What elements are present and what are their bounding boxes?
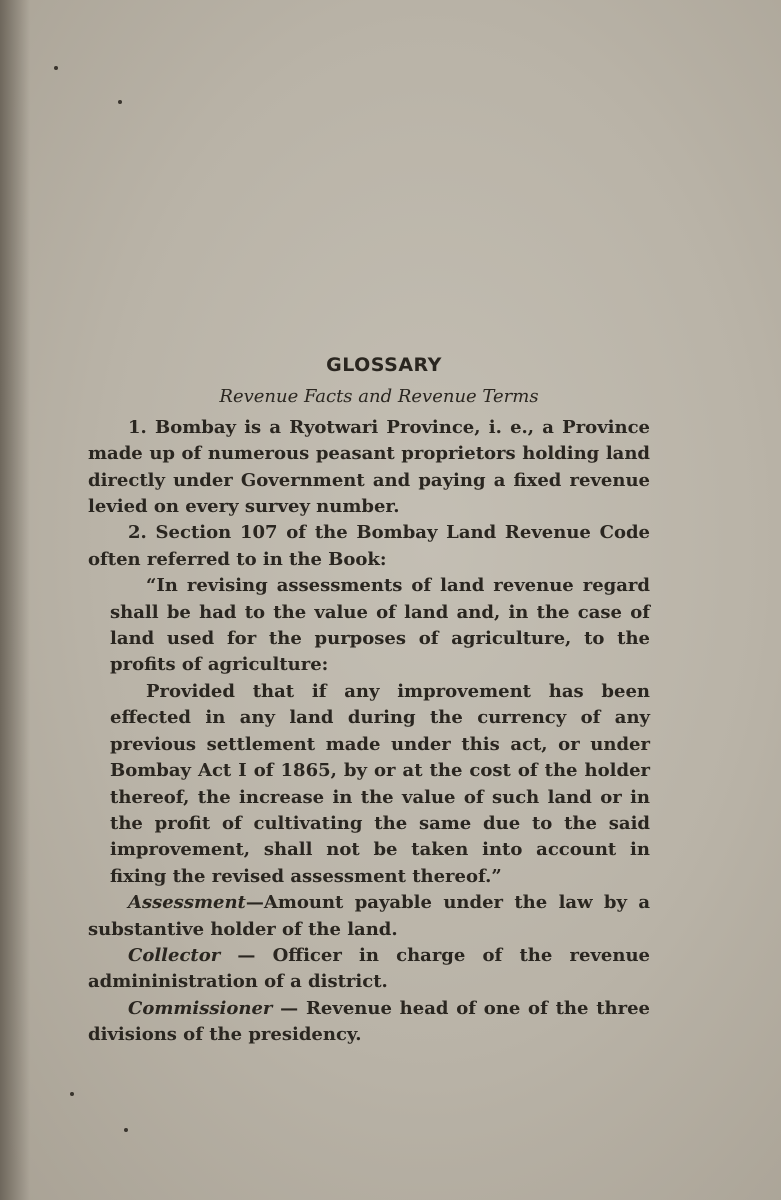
page-subtitle: Revenue Facts and Revenue Terms — [219, 386, 539, 408]
page-edge-shadow — [0, 0, 30, 1200]
term-definition: —Amount payable under the law by a substantive holder of the land. — [88, 892, 650, 940]
quote-paragraph-1: “In revising assessments of land revenue regard shall be had to the value of land and, in the case of land used for the purposes of agriculture, to the profits of agriculture: — [110, 575, 650, 676]
term-definition: — Revenue head of one of the three divisions of the presidency. — [88, 997, 650, 1046]
term-definition: — Officer in charge of the revenue admininistration of a district. — [88, 944, 650, 993]
glossary-term-assessment — [88, 890, 650, 943]
ink-speck — [54, 66, 58, 70]
page-title: GLOSSARY — [326, 354, 442, 376]
glossary-term-collector — [88, 943, 650, 996]
quote-paragraph-2: Provided that if any improvement has been effected in any land during the currency of any previous settlement made under this act, or under Bombay Act I of 1865, by or at the cost of the holder thereof, the increase in the value of such land or in the profit of cultivating the same due to the said improvement, shall not be taken into account in fixing the revised assessment thereof.” — [110, 680, 650, 887]
term-label: Commissioner — [128, 997, 273, 1019]
glossary-item-2: 2. Section 107 of the Bombay Land Revenue Code often referred to in the Book: — [88, 522, 650, 570]
ink-speck — [124, 1128, 128, 1132]
glossary-term-commissioner — [88, 996, 650, 1049]
section-107-quote — [88, 573, 650, 890]
ink-speck — [118, 100, 122, 104]
glossary-text — [88, 352, 650, 1049]
term-label: Collector — [128, 944, 221, 966]
glossary-item-1: 1. Bombay is a Ryotwari Province, i. e., a Province made up of numerous peasant proprietors holding land directly under Government and paying a fixed revenue levied on every survey number. — [88, 416, 650, 518]
term-label: Assessment — [128, 892, 246, 914]
ink-speck — [70, 1092, 74, 1096]
